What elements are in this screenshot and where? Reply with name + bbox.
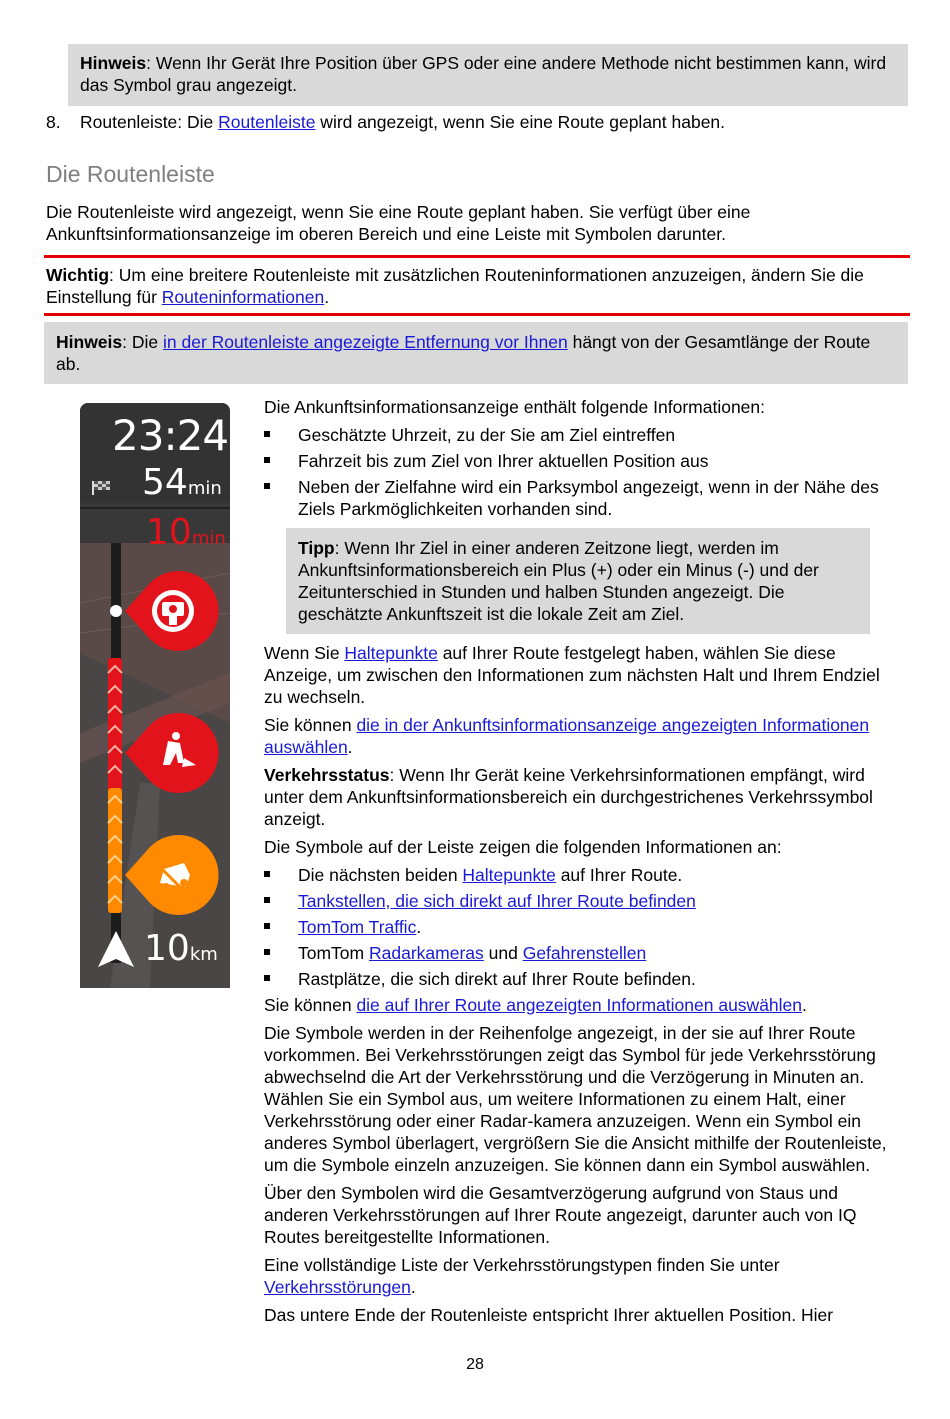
list-item: Neben der Zielfahne wird ein Parksymbol angezeigt, wenn in der Nähe des Ziels Parkmöglichkeiten vorhanden sind.	[264, 476, 896, 520]
distance-unit: km	[189, 944, 218, 965]
travel-time-value: 54	[142, 462, 188, 503]
tip-label: Tipp	[298, 538, 335, 558]
route-info-select-link[interactable]: die auf Ihrer Route angezeigten Informationen auswählen	[356, 995, 803, 1015]
distance-value: 10	[144, 928, 190, 969]
select-paragraph-2	[264, 994, 896, 1016]
list-paragraph	[264, 1254, 896, 1298]
list-item: Fahrzeit bis zum Ziel von Ihrer aktuellen Position aus	[264, 450, 896, 472]
arrival-intro: Die Ankunftsinformationsanzeige enthält folgende Informationen:	[264, 397, 766, 417]
traffic-status-label: Verkehrsstatus	[264, 765, 390, 785]
routeninformationen-link[interactable]: Routeninformationen	[161, 287, 325, 307]
delay-value: 10	[146, 512, 192, 553]
important-label: Wichtig	[46, 265, 110, 285]
bottom-paragraph: Das untere Ende der Routenleiste entspricht Ihrer aktuellen Position. Hier	[264, 1305, 834, 1325]
delay-time	[146, 511, 226, 555]
verkehrsstoerungen-link[interactable]: Verkehrsstörungen	[264, 1277, 411, 1297]
list-para-text: Eine vollständige Liste der Verkehrsstörungstypen finden Sie unter	[264, 1255, 780, 1275]
note2-label: Hinweis	[56, 332, 123, 352]
tomtom-traffic-link[interactable]: TomTom Traffic	[298, 917, 417, 937]
section-title: Die Routenleiste	[46, 161, 215, 187]
right-column	[264, 396, 896, 1332]
traffic-status-text: : Wenn Ihr Gerät keine Verkehrsinformationen empfängt, wird unter dem Ankunftsinformationsbereich ein durchgestrichenes Verkehrssymbol anzeigt.	[264, 765, 873, 829]
symbols-intro: Die Symbole auf der Leiste zeigen die folgenden Informationen an:	[264, 837, 782, 857]
divider-bottom	[44, 313, 910, 316]
list-number: 8.	[46, 112, 61, 132]
important-box	[46, 264, 910, 308]
radarkameras-link[interactable]: Radarkameras	[368, 943, 484, 963]
stops-text-end: auf Ihrer Route festgelegt haben, wählen Sie diese Anzeige, um zwischen den Informationen zum nächsten Halt und Ihrem Endziel zu wechseln.	[264, 643, 880, 707]
gefahrenstellen-link[interactable]: Gefahrenstellen	[522, 943, 647, 963]
travel-time	[142, 461, 222, 505]
travel-time-unit: min	[187, 478, 222, 499]
list-item-text-end: wird angezeigt, wenn Sie eine Route geplant haben.	[315, 112, 726, 132]
symbols-list	[264, 864, 896, 990]
delay-paragraph: Über den Symbolen wird die Gesamtverzögerung aufgrund von Staus und anderen Verkehrsstörungen auf Ihrer Route angezeigt, darunter auch von IQ Routes bereitgestellte Informationen.	[264, 1183, 857, 1247]
symbols-text: .	[416, 917, 422, 937]
traffic-status-paragraph	[264, 764, 896, 830]
select-text-end: .	[347, 737, 353, 757]
arrival-info-select-link[interactable]: die in der Ankunftsinformationsanzeige angezeigten Informationen auswählen	[264, 715, 870, 757]
list-para-text-end: .	[410, 1277, 416, 1297]
order-paragraph: Die Symbole werden in der Reihenfolge angezeigt, in der sie auf Ihrer Route vorkommen. Bei Verkehrsstörungen zeigt das Symbol für jede Verkehrsstörung abwechselnd die Art der Verkehrsstörung und die Verzögerung in Minuten an. Wählen Sie ein Symbol aus, um weitere Informationen zu einem Halt, einer Verkehrsstörung oder einer Radar-kamera anzuzeigen. Wenn ein Symbol ein anderes Symbol überlagert, vergrößern Sie die Ansicht mithilfe der Routenleiste, um die Symbole einzeln anzuzeigen. Sie können dann ein Symbol auswählen.	[264, 1023, 887, 1175]
select2-text: Sie können	[264, 995, 357, 1015]
routebar-illustration	[80, 403, 230, 988]
list-item: Rastplätze, die sich direkt auf Ihrer Route befinden.	[264, 968, 896, 990]
note-box-2	[44, 322, 908, 384]
distance-remaining	[144, 927, 218, 971]
stops-text: Wenn Sie	[264, 643, 345, 663]
tip-text: : Wenn Ihr Ziel in einer anderen Zeitzone liegt, werden im Ankunftsinformationsbereich ein Plus (+) oder ein Minus (-) und der Zeitunterschied in Stunden und halben Stunden angezeigt. Die geschätzte Ankunftszeit ist die lokale Zeit am Ziel.	[298, 538, 819, 624]
important-text: : Um eine breitere Routenleiste mit zusätzlichen Routeninformationen anzuzeigen, ändern Sie die Einstellung für	[46, 265, 864, 307]
select-paragraph	[264, 714, 896, 758]
arrival-time: 23:24	[112, 411, 229, 460]
list-item	[264, 864, 896, 886]
haltepunkte-link[interactable]: Haltepunkte	[344, 643, 438, 663]
note-label: Hinweis	[80, 53, 147, 73]
note-box	[68, 44, 908, 106]
routenleiste-link[interactable]: Routenleiste	[218, 112, 316, 132]
tankstellen-link[interactable]: Tankstellen, die sich direkt auf Ihrer Route befinden	[298, 891, 696, 911]
note2-text-end: hängt von der Gesamtlänge der Route ab.	[56, 332, 871, 374]
symbols-text: und	[483, 943, 523, 963]
haltepunkte-link-2[interactable]: Haltepunkte	[462, 865, 556, 885]
list-item: Geschätzte Uhrzeit, zu der Sie am Ziel eintreffen	[264, 424, 896, 446]
list-item-text: Routenleiste: Die	[80, 112, 219, 132]
stops-paragraph	[264, 642, 896, 708]
note-text: : Wenn Ihr Gerät Ihre Position über GPS oder eine andere Methode nicht bestimmen kann, wird das Symbol grau angezeigt.	[80, 53, 887, 95]
note2-text: : Die	[122, 332, 163, 352]
list-item-8	[46, 111, 906, 133]
delay-unit: min	[191, 528, 226, 549]
list-item	[264, 916, 896, 938]
distance-link[interactable]: in der Routenleiste angezeigte Entfernung vor Ihnen	[163, 332, 568, 352]
select2-text-end: .	[802, 995, 807, 1015]
tip-box	[286, 528, 870, 634]
intro-paragraph: Die Routenleiste wird angezeigt, wenn Sie eine Route geplant haben. Sie verfügt über eine Ankunftsinformationsanzeige im oberen Bereich und eine Leiste mit Symbolen darunter.	[46, 202, 751, 244]
page-number: 28	[466, 1356, 484, 1373]
symbols-text: auf Ihrer Route.	[555, 865, 683, 885]
list-item	[264, 890, 896, 912]
select-text: Sie können	[264, 715, 357, 735]
symbols-text: TomTom	[298, 943, 369, 963]
arrival-list	[264, 424, 896, 520]
symbols-text: Die nächsten beiden	[298, 865, 463, 885]
list-item	[264, 942, 896, 964]
important-text-end: .	[324, 287, 330, 307]
divider-top	[44, 255, 910, 258]
